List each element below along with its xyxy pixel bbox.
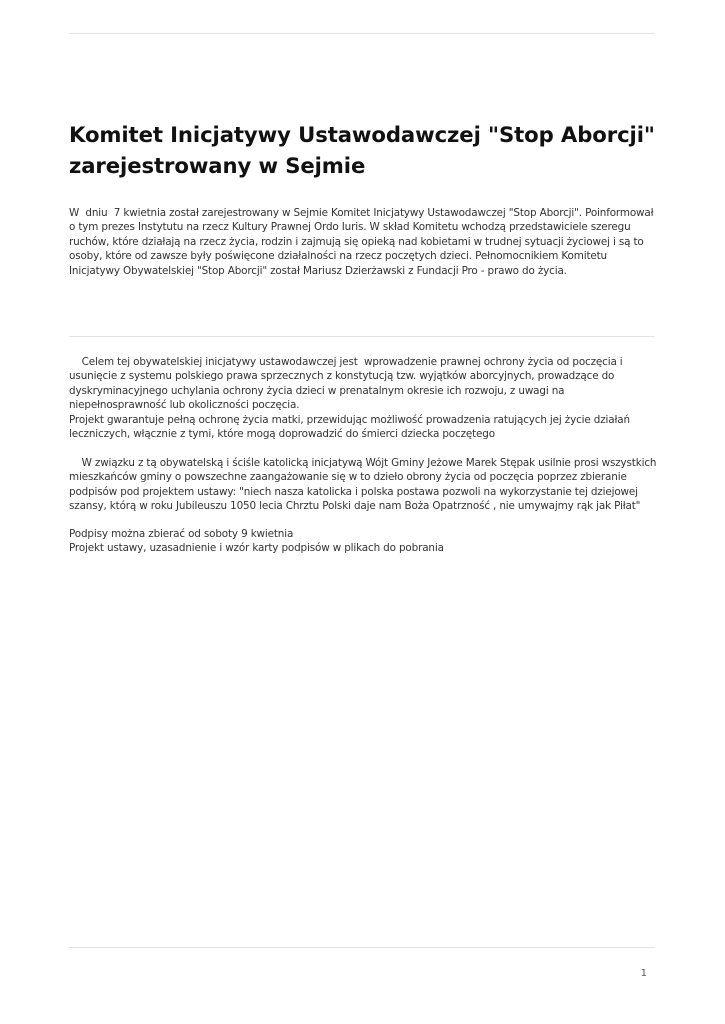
page-number: 1 xyxy=(640,968,647,979)
body-paragraph-downloads: Projekt ustawy, uzasadnienie i wzór karty podpisów w plikach do pobrania xyxy=(69,542,444,555)
article-body-section xyxy=(69,355,659,441)
article-intro xyxy=(69,206,659,278)
intro-paragraph: W dniu 7 kwietnia został zarejestrowany w Sejmie Komitet Inicjatywy Ustawodawczej "Stop Aborcji". Poinformował o tym prezes Instytutu na rzecz Kultury Prawnej Ordo Iuris. W skład Komitetu wchodzą przedstawiciele szeregu ruchów, które działają na rzecz życia, rodzin i zajmują się opieką nad kobietami w trudnej sytuacji życiowej i są to osoby, które od zawsze były poświęcone działalności na rzecz poczętych dzieci. Pełnomocnikiem Komitetu Inicjatywy Obywatelskiej "Stop Aborcji" został Mariusz Dzierżawski z Fundacji Pro - prawo do życia. xyxy=(69,207,657,277)
footer-divider xyxy=(69,947,655,948)
body-paragraph-guarantee: Projekt gwarantuje pełną ochronę życia matki, przewidując możliwość prowadzenia ratujących jej życie działań leczniczych, włącznie z tymi, które mogą doprowadzić do śmierci dziecka poczętego xyxy=(69,413,634,441)
body-paragraph-goal: Celem tej obywatelskiej inicjatywy ustawodawczej jest wprowadzenie prawnej ochrony życia od poczęcia i usunięcie z systemu polskiego prawa sprzecznych z konstytucją tzw. wyjątków aborcyjnych, prowadzące do dyskryminacyjnego uchylania ochrony życia dzieci w prenatalnym okresie ich rozwoju, z uwagi na niepełnosprawność lub okoliczności poczęcia. xyxy=(69,356,626,412)
body-paragraph-signatures: Podpisy można zbierać od soboty 9 kwietnia xyxy=(69,528,294,540)
body-paragraph-appeal: W związku z tą obywatelską i ściśle katolicką inicjatywą Wójt Gminy Jeżowe Marek Stępak usilnie prosi wszystkich mieszkańców gminy o powszechne zaangażowanie się w to dzieło obrony życia od poczęcia poprzez zbieranie podpisów pod projektem ustawy: "niech nasza katolicka i polska postawa pozwoli na wykorzystanie tej dziejowej szansy, którą w roku Jubileuszu 1050 lecia Chrztu Polski daje nam Boża Opatrzność , nie umywajmy rąk jak Piłat" xyxy=(69,457,660,513)
top-divider xyxy=(69,33,655,34)
section-divider xyxy=(69,336,655,337)
article-info-section xyxy=(69,527,659,556)
article-title: Komitet Inicjatywy Ustawodawczej "Stop Aborcji" zarejestrowany w Sejmie xyxy=(69,122,655,178)
article-appeal-section xyxy=(69,456,659,514)
